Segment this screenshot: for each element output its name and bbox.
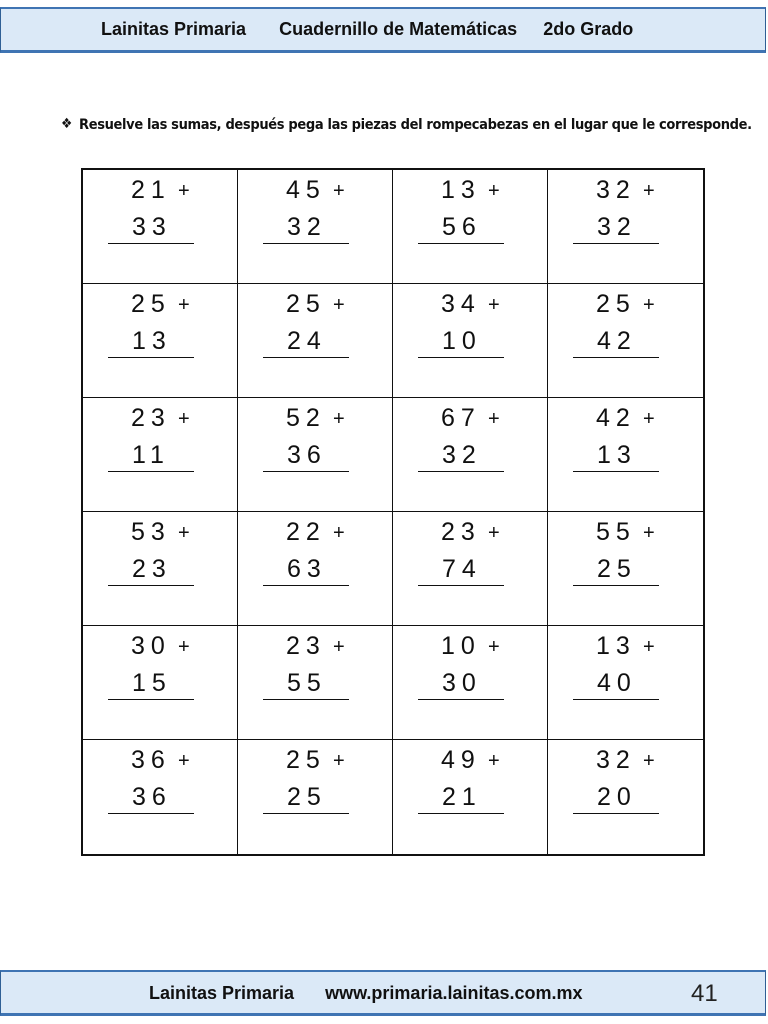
footer-website: www.primaria.lainitas.com.mx (325, 983, 583, 1003)
answer-line (108, 585, 194, 586)
bottom-addend: 36 (132, 783, 172, 811)
answer-line (418, 585, 504, 586)
addition-problem-cell (393, 512, 548, 626)
top-addend: 45 (286, 176, 326, 204)
bottom-addend: 30 (442, 669, 482, 697)
plus-sign: + (643, 408, 655, 430)
bottom-addend: 24 (287, 327, 327, 355)
top-addend: 21 (131, 176, 171, 204)
addition-problem-cell (548, 626, 703, 740)
bottom-addend: 42 (597, 327, 637, 355)
plus-sign: + (488, 636, 500, 658)
answer-line (263, 471, 349, 472)
addition-puzzle-grid (81, 168, 705, 856)
plus-sign: + (178, 294, 190, 316)
plus-sign: + (178, 180, 190, 202)
plus-sign: + (333, 750, 345, 772)
top-addend: 55 (596, 518, 636, 546)
addition-problem-cell (83, 170, 238, 284)
top-addend: 53 (131, 518, 171, 546)
answer-line (108, 813, 194, 814)
bottom-addend: 32 (287, 213, 327, 241)
header-school: Lainitas Primaria (101, 19, 247, 39)
bottom-addend: 25 (597, 555, 637, 583)
answer-line (573, 357, 659, 358)
plus-sign: + (178, 408, 190, 430)
addition-problem-cell (393, 398, 548, 512)
answer-line (263, 585, 349, 586)
bottom-addend: 15 (132, 669, 172, 697)
header-grade: 2do Grado (543, 19, 634, 39)
addition-problem-cell (238, 626, 393, 740)
plus-sign: + (333, 180, 345, 202)
plus-sign: + (488, 750, 500, 772)
answer-line (418, 813, 504, 814)
addition-problem-cell (238, 284, 393, 398)
top-addend: 30 (131, 632, 171, 660)
top-addend: 36 (131, 746, 171, 774)
answer-line (418, 699, 504, 700)
top-addend: 23 (441, 518, 481, 546)
plus-sign: + (643, 522, 655, 544)
bottom-addend: 56 (442, 213, 482, 241)
top-addend: 23 (286, 632, 326, 660)
addition-problem-cell (393, 284, 548, 398)
plus-sign: + (643, 636, 655, 658)
plus-sign: + (643, 180, 655, 202)
top-addend: 32 (596, 746, 636, 774)
addition-problem-cell (548, 170, 703, 284)
bottom-addend: 20 (597, 783, 637, 811)
header-book-title: Cuadernillo de Matemáticas (279, 19, 518, 39)
page-header-band (0, 7, 766, 53)
bottom-addend: 74 (442, 555, 482, 583)
plus-sign: + (333, 294, 345, 316)
answer-line (263, 813, 349, 814)
bottom-addend: 23 (132, 555, 172, 583)
answer-line (108, 471, 194, 472)
bottom-addend: 13 (597, 441, 637, 469)
answer-line (418, 471, 504, 472)
bottom-addend: 33 (132, 213, 172, 241)
top-addend: 67 (441, 404, 481, 432)
bottom-addend: 63 (287, 555, 327, 583)
addition-problem-cell (83, 740, 238, 854)
addition-problem-cell (238, 740, 393, 854)
top-addend: 34 (441, 290, 481, 318)
addition-problem-cell (83, 512, 238, 626)
bottom-addend: 36 (287, 441, 327, 469)
top-addend: 25 (286, 746, 326, 774)
answer-line (573, 699, 659, 700)
bottom-addend: 13 (132, 327, 172, 355)
plus-sign: + (178, 636, 190, 658)
addition-problem-cell (393, 740, 548, 854)
top-addend: 25 (286, 290, 326, 318)
plus-sign: + (643, 750, 655, 772)
bottom-addend: 10 (442, 327, 482, 355)
answer-line (573, 585, 659, 586)
diamond-bullet-icon: ❖ (61, 116, 72, 132)
plus-sign: + (333, 522, 345, 544)
answer-line (108, 243, 194, 244)
instruction-line (61, 116, 752, 133)
answer-line (263, 357, 349, 358)
answer-line (573, 243, 659, 244)
top-addend: 22 (286, 518, 326, 546)
plus-sign: + (178, 522, 190, 544)
bottom-addend: 55 (287, 669, 327, 697)
bottom-addend: 25 (287, 783, 327, 811)
plus-sign: + (488, 294, 500, 316)
addition-problem-cell (83, 626, 238, 740)
plus-sign: + (178, 750, 190, 772)
answer-line (418, 357, 504, 358)
answer-line (573, 471, 659, 472)
addition-problem-cell (393, 626, 548, 740)
page-header (101, 19, 633, 40)
addition-problem-cell (238, 398, 393, 512)
plus-sign: + (333, 636, 345, 658)
addition-problem-cell (83, 398, 238, 512)
answer-line (263, 699, 349, 700)
addition-problem-cell (393, 170, 548, 284)
top-addend: 13 (441, 176, 481, 204)
bottom-addend: 32 (597, 213, 637, 241)
bottom-addend: 21 (442, 783, 482, 811)
page-number: 41 (691, 980, 718, 1007)
plus-sign: + (643, 294, 655, 316)
plus-sign: + (488, 522, 500, 544)
top-addend: 25 (596, 290, 636, 318)
addition-problem-cell (548, 512, 703, 626)
plus-sign: + (488, 408, 500, 430)
bottom-addend: 32 (442, 441, 482, 469)
bottom-addend: 40 (597, 669, 637, 697)
top-addend: 32 (596, 176, 636, 204)
top-addend: 52 (286, 404, 326, 432)
addition-problem-cell (238, 512, 393, 626)
addition-problem-cell (238, 170, 393, 284)
addition-problem-cell (548, 284, 703, 398)
answer-line (108, 357, 194, 358)
plus-sign: + (333, 408, 345, 430)
plus-sign: + (488, 180, 500, 202)
answer-line (263, 243, 349, 244)
answer-line (573, 813, 659, 814)
top-addend: 49 (441, 746, 481, 774)
instruction-text: Resuelve las sumas, después pega las piezas del rompecabezas en el lugar que le corresponde. (79, 117, 752, 133)
addition-problem-cell (83, 284, 238, 398)
top-addend: 25 (131, 290, 171, 318)
page-footer-band (0, 970, 766, 1016)
answer-line (418, 243, 504, 244)
footer-school: Lainitas Primaria (149, 983, 295, 1003)
top-addend: 23 (131, 404, 171, 432)
addition-problem-cell (548, 398, 703, 512)
top-addend: 10 (441, 632, 481, 660)
page-footer (149, 983, 583, 1004)
bottom-addend: 11 (132, 441, 170, 469)
top-addend: 42 (596, 404, 636, 432)
top-addend: 13 (596, 632, 636, 660)
answer-line (108, 699, 194, 700)
addition-problem-cell (548, 740, 703, 854)
